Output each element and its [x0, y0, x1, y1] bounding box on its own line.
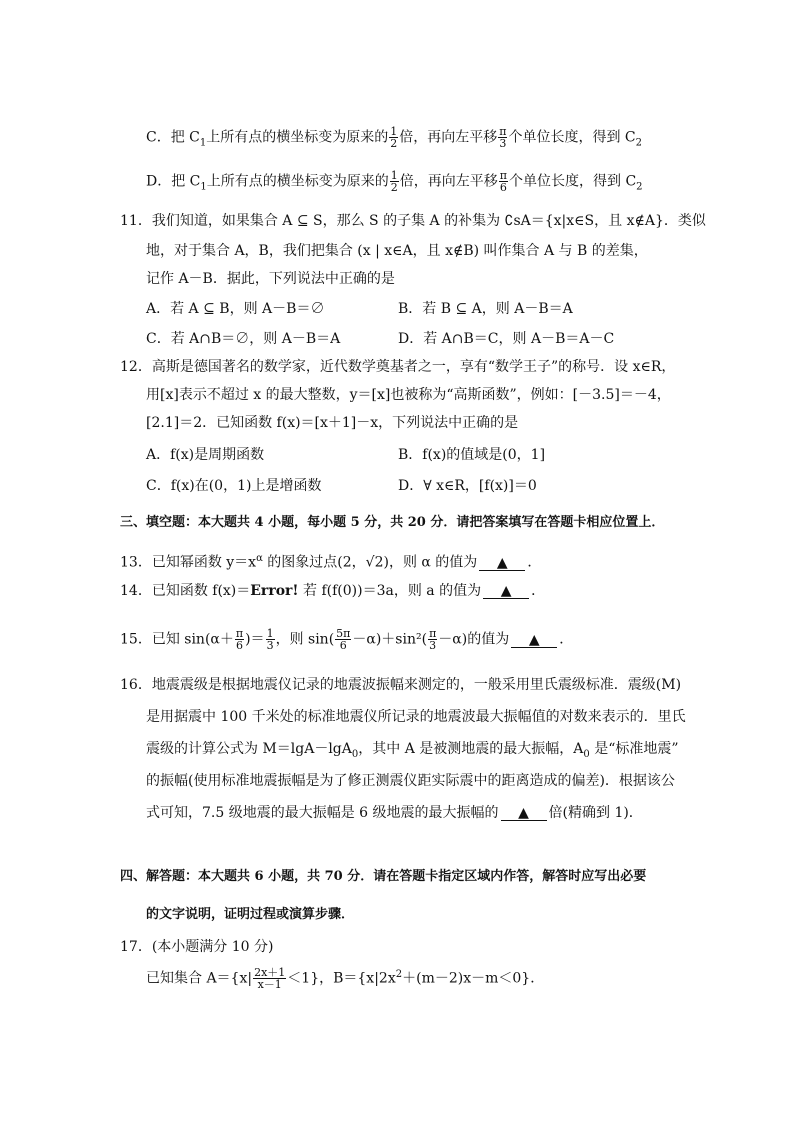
fraction: $\frac{1}{2}$ — [390, 169, 398, 194]
q16-line-2: 是用据震中 100 千米处的标准地震仪所记录的地震波最大振幅值的对数来表示的．里氏 — [146, 709, 686, 725]
q13: 13．已知幂函数 $y=x^\alpha$ 的图象过点(2，√2)，则 α 的值为 ▲ ． — [120, 553, 542, 571]
fraction: $\frac{1}{2}$ — [390, 125, 398, 150]
q10-option-d: D．把 $C_1$上所有点的横坐标变为原来的 $\frac{1}{2}$ 倍，再向左平移 $\frac{\pi}{6}$ 个单位长度，得到 $C_2$ — [146, 169, 643, 194]
q11-line-2: 地，对于集合 A，B，我们把集合 (x | x∈A，且 x∉B) 叫作集合 A 与 B 的差集， — [146, 243, 648, 259]
q16-line-3: 震级的计算公式为 M＝lgA－lgA$_0$，其中 A 是被测地震的最大振幅，$A_0$ 是“标准地震” — [146, 741, 679, 760]
q16-line-5: 式可知，7.5 级地震的最大振幅是 6 级地震的最大振幅的 ▲ 倍(精确到 1)． — [146, 805, 643, 821]
fraction: $\frac{1}{3}$ — [266, 627, 274, 652]
section-4-heading-line-2: 的文字说明，证明过程或演算步骤． — [146, 907, 355, 922]
answer-blank: ▲ — [501, 806, 547, 821]
answer-blank: ▲ — [483, 584, 529, 599]
q11-option-c: C．若 A∩B＝∅，则 A－B＝A — [146, 331, 341, 347]
q12-option-b: B．f(x)的值域是(0，1] — [398, 447, 546, 463]
q12-line-1: 12．高斯是德国著名的数学家，近代数学奠基者之一，享有“数学王子”的称号．设 x∈R， — [120, 359, 676, 375]
q16-line-1: 16．地震震级是根据地震仪记录的地震波振幅来测定的，一般采用里氏震级标准．震级(M) — [120, 677, 682, 693]
q12-option-c: C．f(x)在(0，1)上是增函数 — [146, 478, 322, 494]
q17-heading: 17．(本小题满分 10 分) — [120, 939, 274, 955]
answer-blank: ▲ — [511, 633, 557, 648]
q17-body: 已知集合 A＝{x| $\frac{2x+1}{x-1}$ ＜1}，$B=\{x|2x^2+(m-2)x-m<0\}$． — [146, 966, 545, 992]
q15: 15．已知 sin(α＋ $\frac{\pi}{6}$ )＝ $\frac{1}{3}$ ，则 sin( $\frac{5\pi}{6}$ －α)＋sin²( $\frac{\pi}{3}$ －α)的值为 ▲ ． — [120, 627, 574, 652]
q11-option-d: D．若 A∩B＝C，则 A－B＝A－C — [398, 331, 615, 347]
fraction: $\frac{\pi}{6}$ — [499, 169, 507, 194]
q12-line-3: [2.1]＝2．已知函数 f(x)＝[x＋1]－x，下列说法中正确的是 — [146, 415, 519, 431]
q14: 14．已知函数 f(x)＝Error! 若 f(f(0))＝3a，则 a 的值为 ▲ ． — [120, 583, 546, 599]
q12-line-2: 用[x]表示不超过 x 的最大整数，y＝[x]也被称为“高斯函数”，例如：[－3.5]＝－4， — [146, 387, 671, 403]
q12-option-d: D．∀ x∈R，[f(x)]＝0 — [398, 478, 537, 494]
q16-line-4: 的振幅(使用标准地震振幅是为了修正测震仪距实际震中的距离造成的偏差)．根据该公 — [146, 773, 675, 789]
section-3-heading: 三、填空题：本大题共 4 小题，每小题 5 分，共 20 分．请把答案填写在答题卡相应位置上． — [120, 515, 665, 530]
fraction: $\frac{2x+1}{x-1}$ — [254, 966, 286, 992]
q11-line-3: 记作 A－B．据此，下列说法中正确的是 — [146, 271, 395, 287]
q11-option-b: B．若 B ⊆ A，则 A－B＝A — [398, 301, 573, 317]
fraction: $\frac{\pi}{3}$ — [429, 627, 437, 652]
fraction: $\frac{5\pi}{6}$ — [336, 627, 351, 652]
q12-option-a: A．f(x)是周期函数 — [146, 447, 265, 463]
answer-blank: ▲ — [479, 556, 525, 571]
q11-option-a: A．若 A ⊆ B，则 A－B＝∅ — [146, 301, 325, 317]
q10-option-c: C．把 $C_1$上所有点的横坐标变为原来的 $\frac{1}{2}$ 倍，再向左平移 $\frac{\pi}{3}$ 个单位长度，得到 $C_2$ — [146, 125, 643, 150]
error-text: Error! — [250, 583, 299, 599]
q11-line-1: 11．我们知道，如果集合 A ⊆ S，那么 S 的子集 A 的补集为 ∁sA＝{x|x∈S，且 x∉A}．类似 — [120, 213, 706, 229]
fraction: $\frac{\pi}{3}$ — [499, 125, 507, 150]
section-4-heading-line-1: 四、解答题：本大题共 6 小题，共 70 分．请在答题卡指定区域内作答，解答时应写出必要 — [120, 869, 647, 884]
fraction: $\frac{\pi}{6}$ — [235, 627, 244, 652]
